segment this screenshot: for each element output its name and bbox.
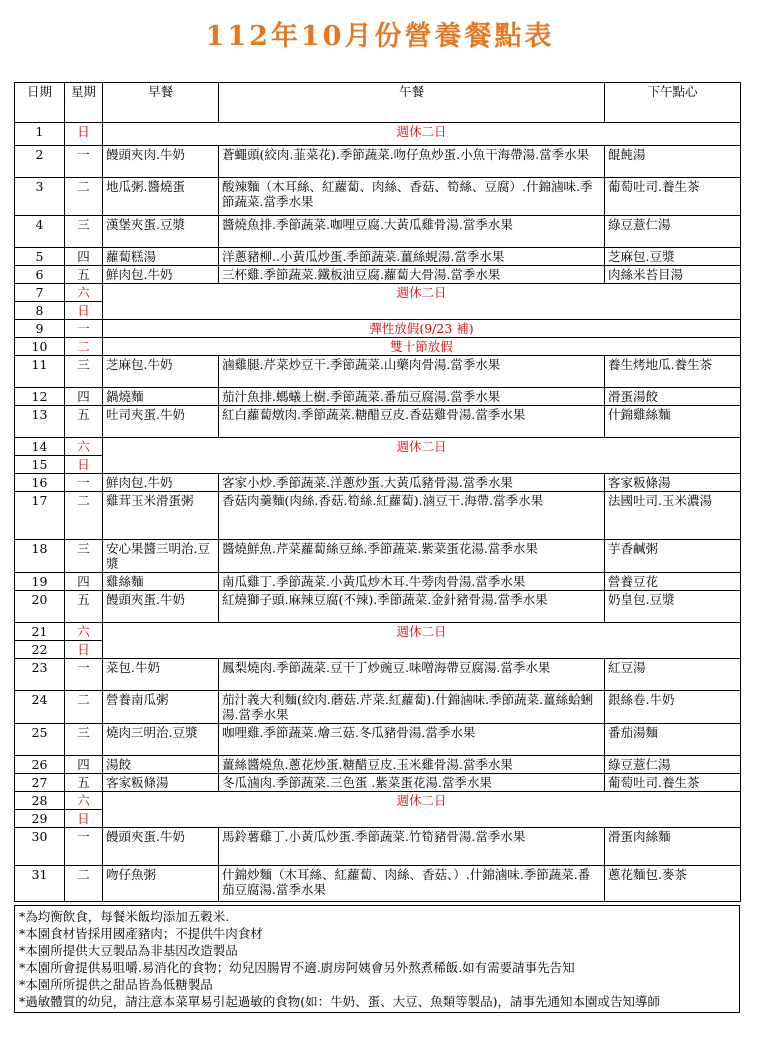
holiday-cell: 週休二日 (103, 123, 741, 146)
snack-cell: 餛飩湯 (605, 146, 741, 178)
weekday-cell: 三 (65, 724, 103, 756)
table-row (15, 866, 741, 902)
weekday-cell: 三 (65, 540, 103, 573)
date-cell: 28 (15, 792, 65, 810)
weekday-cell: 一 (65, 146, 103, 178)
holiday-cell: 週休二日 (103, 623, 741, 659)
date-cell: 4 (15, 216, 65, 248)
date-cell: 22 (15, 641, 65, 659)
breakfast-cell: 饅頭夾肉.牛奶 (103, 146, 219, 178)
table-row (15, 659, 741, 691)
lunch-cell: 什錦炒麵（木耳絲、紅蘿蔔、肉絲、香菇、）.什錦滷味.季節蔬菜.番茄豆腐湯.當季水果 (219, 866, 605, 902)
table-row (15, 216, 741, 248)
snack-cell: 芋香鹹粥 (605, 540, 741, 573)
weekday-cell: 日 (65, 456, 103, 474)
lunch-cell: 薑絲醬燒魚.蔥花炒蛋.糖醋豆皮.玉米雞骨湯.當季水果 (219, 756, 605, 774)
header-weekday: 星期 (65, 83, 103, 123)
date-cell: 10 (15, 338, 65, 356)
breakfast-cell: 安心果醬三明治.豆漿 (103, 540, 219, 573)
table-row (15, 438, 741, 456)
lunch-cell: 馬鈴薯雞丁.小黃瓜炒蛋.季節蔬菜.竹筍豬骨湯.當季水果 (219, 828, 605, 866)
lunch-cell: 蒼蠅頭(絞肉.韮菜花).季節蔬菜.吻仔魚炒蛋.小魚干海帶湯.當季水果 (219, 146, 605, 178)
breakfast-cell: 鮮肉包.牛奶 (103, 474, 219, 492)
date-cell: 2 (15, 146, 65, 178)
table-row (15, 356, 741, 388)
note-line: *本園所提供大豆製品為非基因改造製品 (19, 943, 238, 958)
lunch-cell: 紅燒獅子頭.麻辣豆腐(不辣).季節蔬菜.金針豬骨湯.當季水果 (219, 591, 605, 623)
date-cell: 21 (15, 623, 65, 641)
breakfast-cell: 客家粄條湯 (103, 774, 219, 792)
lunch-cell: 三杯雞.季節蔬菜.鐵板油豆腐.蘿蔔大骨湯.當季水果 (219, 266, 605, 284)
header-lunch: 午餐 (219, 83, 605, 123)
weekday-cell: 日 (65, 302, 103, 320)
weekday-cell: 二 (65, 338, 103, 356)
breakfast-cell: 地瓜粥.醬燒蛋 (103, 178, 219, 216)
snack-cell: 綠豆薏仁湯 (605, 756, 741, 774)
table-row (15, 591, 741, 623)
snack-cell: 芝麻包.豆漿 (605, 248, 741, 266)
table-row (15, 178, 741, 216)
holiday-cell: 週休二日 (103, 792, 741, 828)
snack-cell: 法國吐司.玉米濃湯 (605, 492, 741, 540)
table-row (15, 540, 741, 573)
date-cell: 1 (15, 123, 65, 146)
weekday-cell: 日 (65, 810, 103, 828)
weekday-cell: 一 (65, 320, 103, 338)
table-row (15, 691, 741, 724)
snack-cell: 肉絲米苔目湯 (605, 266, 741, 284)
breakfast-cell: 漢堡夾蛋.豆漿 (103, 216, 219, 248)
snack-cell: 什錦雞絲麵 (605, 406, 741, 438)
snack-cell: 紅豆湯 (605, 659, 741, 691)
note-line: *本園食材皆採用國產豬肉；不提供牛肉食材 (19, 926, 263, 941)
snack-cell: 客家粄條湯 (605, 474, 741, 492)
date-cell: 26 (15, 756, 65, 774)
breakfast-cell: 湯餃 (103, 756, 219, 774)
weekday-cell: 二 (65, 691, 103, 724)
table-row (15, 474, 741, 492)
date-cell: 16 (15, 474, 65, 492)
breakfast-cell: 燒肉三明治.豆漿 (103, 724, 219, 756)
weekday-cell: 四 (65, 756, 103, 774)
weekday-cell: 三 (65, 356, 103, 388)
date-cell: 11 (15, 356, 65, 388)
holiday-cell: 彈性放假(9/23 補) (103, 320, 741, 338)
date-cell: 18 (15, 540, 65, 573)
date-cell: 17 (15, 492, 65, 540)
breakfast-cell: 鮮肉包.牛奶 (103, 266, 219, 284)
weekday-cell: 六 (65, 623, 103, 641)
lunch-cell: 鳳梨燒肉.季節蔬菜.豆干丁炒豌豆.味噌海帶豆腐湯.當季水果 (219, 659, 605, 691)
date-cell: 14 (15, 438, 65, 456)
weekday-cell: 二 (65, 178, 103, 216)
date-cell: 30 (15, 828, 65, 866)
table-row (15, 248, 741, 266)
table-row (15, 828, 741, 866)
date-cell: 15 (15, 456, 65, 474)
lunch-cell: 茄汁義大利麵(絞肉.蘑菇.芹菜.紅蘿蔔).什錦滷味.季節蔬菜.薑絲蛤蜊湯.當季水果 (219, 691, 605, 724)
date-cell: 27 (15, 774, 65, 792)
breakfast-cell: 雞茸玉米滑蛋粥 (103, 492, 219, 540)
date-cell: 13 (15, 406, 65, 438)
snack-cell: 滑蛋湯餃 (605, 388, 741, 406)
note-line: *為均衡飲食，每餐米飯均添加五穀米. (19, 909, 230, 924)
header-snack: 下午點心 (605, 83, 741, 123)
breakfast-cell: 鍋燒麵 (103, 388, 219, 406)
weekday-cell: 一 (65, 659, 103, 691)
table-row (15, 338, 741, 356)
snack-cell: 番茄湯麵 (605, 724, 741, 756)
weekday-cell: 二 (65, 492, 103, 540)
meal-table (14, 82, 741, 902)
breakfast-cell: 吻仔魚粥 (103, 866, 219, 902)
snack-cell: 滑蛋肉絲麵 (605, 828, 741, 866)
table-row (15, 146, 741, 178)
date-cell: 23 (15, 659, 65, 691)
table-row (15, 774, 741, 792)
weekday-cell: 六 (65, 438, 103, 456)
table-row (15, 792, 741, 810)
lunch-cell: 客家小炒.季節蔬菜.洋蔥炒蛋.大黃瓜豬骨湯.當季水果 (219, 474, 605, 492)
lunch-cell: 醬燒鮮魚.芹菜蘿蔔絲豆絲.季節蔬菜.紫菜蛋花湯.當季水果 (219, 540, 605, 573)
note-line: *本園所會提供易咀嚼.易消化的食物；幼兒因腸胃不適.廚房阿姨會另外熬煮稀飯.如有需要請事先告知 (19, 960, 575, 975)
header-date: 日期 (15, 83, 65, 123)
note-line: *本園所所提供之甜品皆為低糖製品 (19, 977, 213, 992)
lunch-cell: 醬燒魚排.季節蔬菜.咖哩豆腐.大黃瓜雞骨湯.當季水果 (219, 216, 605, 248)
breakfast-cell: 芝麻包.牛奶 (103, 356, 219, 388)
weekday-cell: 一 (65, 828, 103, 866)
table-row (15, 724, 741, 756)
table-row (15, 284, 741, 302)
date-cell: 19 (15, 573, 65, 591)
snack-cell: 銀絲卷.牛奶 (605, 691, 741, 724)
date-cell: 7 (15, 284, 65, 302)
page-title: 112年10月份營養餐點表 (205, 21, 555, 52)
holiday-cell: 雙十節放假 (103, 338, 741, 356)
table-row (15, 406, 741, 438)
snack-cell: 葡萄吐司.養生茶 (605, 774, 741, 792)
table-row (15, 623, 741, 641)
date-cell: 25 (15, 724, 65, 756)
weekday-cell: 一 (65, 474, 103, 492)
breakfast-cell: 蘿蔔糕湯 (103, 248, 219, 266)
weekday-cell: 五 (65, 266, 103, 284)
date-cell: 8 (15, 302, 65, 320)
date-cell: 12 (15, 388, 65, 406)
weekday-cell: 三 (65, 216, 103, 248)
weekday-cell: 五 (65, 591, 103, 623)
snack-cell: 養生烤地瓜.養生茶 (605, 356, 741, 388)
date-cell: 29 (15, 810, 65, 828)
weekday-cell: 六 (65, 792, 103, 810)
date-cell: 6 (15, 266, 65, 284)
lunch-cell: 紅白蘿蔔燉肉.季節蔬菜.糖醋豆皮.香菇雞骨湯.當季水果 (219, 406, 605, 438)
date-cell: 9 (15, 320, 65, 338)
snack-cell: 蔥花麵包.麥茶 (605, 866, 741, 902)
lunch-cell: 洋蔥豬柳..小黃瓜炒蛋.季節蔬菜.薑絲蜆湯.當季水果 (219, 248, 605, 266)
lunch-cell: 滷雞腿.芹菜炒豆干.季節蔬菜.山藥肉骨湯.當季水果 (219, 356, 605, 388)
table-row (15, 573, 741, 591)
date-cell: 5 (15, 248, 65, 266)
lunch-cell: 咖哩雞.季節蔬菜.燴三菇.冬瓜豬骨湯.當季水果 (219, 724, 605, 756)
snack-cell: 營養豆花 (605, 573, 741, 591)
breakfast-cell: 吐司夾蛋.牛奶 (103, 406, 219, 438)
snack-cell: 葡萄吐司.養生茶 (605, 178, 741, 216)
lunch-cell: 南瓜雞丁.季節蔬菜.小黃瓜炒木耳.牛蒡肉骨湯.當季水果 (219, 573, 605, 591)
date-cell: 31 (15, 866, 65, 902)
snack-cell: 綠豆薏仁湯 (605, 216, 741, 248)
date-cell: 20 (15, 591, 65, 623)
breakfast-cell: 營養南瓜粥 (103, 691, 219, 724)
table-row (15, 266, 741, 284)
holiday-cell: 週休二日 (103, 438, 741, 474)
breakfast-cell: 雞絲麵 (103, 573, 219, 591)
table-row (15, 123, 741, 146)
table-row (15, 492, 741, 540)
weekday-cell: 五 (65, 406, 103, 438)
table-row (15, 320, 741, 338)
lunch-cell: 香菇肉羹麵(肉絲.香菇.筍絲.紅蘿蔔).滷豆干.海帶.當季水果 (219, 492, 605, 540)
note-line: *過敏體質的幼兒，請注意本菜單易引起過敏的食物(如：牛奶、蛋、大豆、魚類等製品)，請事先通知本園或告知導師 (19, 994, 661, 1009)
lunch-cell: 茄汁魚排.螞蟻上樹.季節蔬菜.番茄豆腐湯.當季水果 (219, 388, 605, 406)
lunch-cell: 酸辣麵（木耳絲、紅蘿蔔、肉絲、香菇、筍絲、豆腐）.什錦滷味.季節蔬菜.當季水果 (219, 178, 605, 216)
date-cell: 3 (15, 178, 65, 216)
date-cell: 24 (15, 691, 65, 724)
weekday-cell: 四 (65, 573, 103, 591)
notes-cell (15, 906, 740, 1013)
header-breakfast: 早餐 (103, 83, 219, 123)
lunch-cell: 冬瓜滷肉.季節蔬菜.三色蛋 .紫菜蛋花湯.當季水果 (219, 774, 605, 792)
weekday-cell: 二 (65, 866, 103, 902)
table-row (15, 756, 741, 774)
weekday-cell: 四 (65, 388, 103, 406)
weekday-cell: 日 (65, 641, 103, 659)
breakfast-cell: 饅頭夾蛋.牛奶 (103, 828, 219, 866)
weekday-cell: 日 (65, 123, 103, 146)
snack-cell: 奶皇包.豆漿 (605, 591, 741, 623)
breakfast-cell: 菜包.牛奶 (103, 659, 219, 691)
table-row (15, 388, 741, 406)
holiday-cell: 週休二日 (103, 284, 741, 320)
notes-box (14, 905, 740, 1013)
table-header-row (15, 83, 741, 123)
weekday-cell: 五 (65, 774, 103, 792)
weekday-cell: 四 (65, 248, 103, 266)
weekday-cell: 六 (65, 284, 103, 302)
breakfast-cell: 饅頭夾蛋.牛奶 (103, 591, 219, 623)
